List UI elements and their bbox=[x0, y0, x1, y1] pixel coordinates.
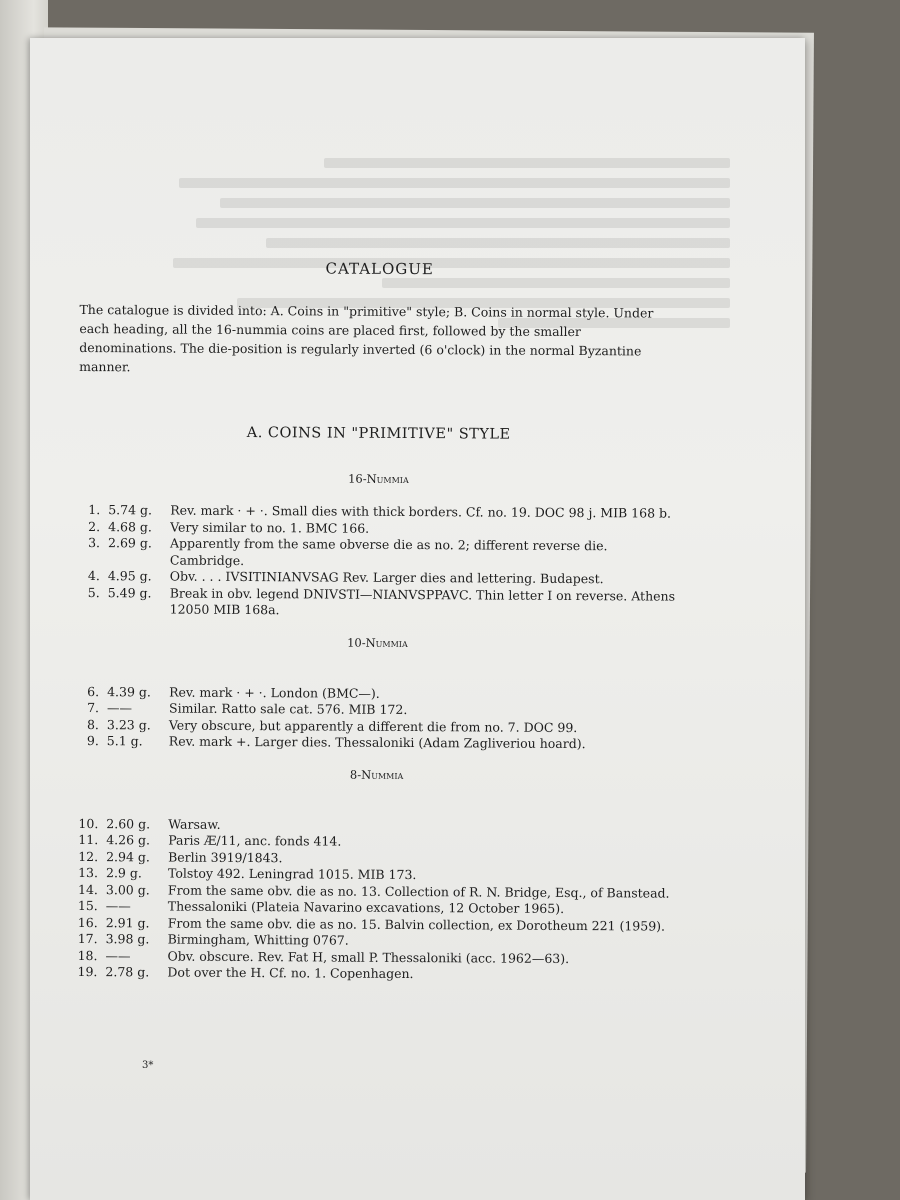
entry-text: Similar. Ratto sale cat. 576. MIB 172. bbox=[168, 700, 408, 718]
entry-number: 18. bbox=[77, 947, 98, 963]
entry-text: Rev. mark · + ·. London (BMC—). bbox=[169, 684, 380, 701]
entry-text: Rev. mark +. Larger dies. Thessaloniki (Adam Zagliveriou hoard). bbox=[168, 733, 586, 752]
entry-list bbox=[77, 683, 677, 753]
entry-text: Birmingham, Whitting 0767. bbox=[167, 931, 349, 948]
entry-text: Apparently from the same obverse die as no. 2; different reverse die. Cambridge. bbox=[169, 535, 608, 568]
entry-number: 13. bbox=[78, 865, 99, 881]
entry-number: 1. bbox=[88, 502, 101, 518]
entry-text: Obv. obscure. Rev. Fat H, small P. Thessaloniki (acc. 1962—63). bbox=[167, 948, 570, 966]
entry-number: 11. bbox=[78, 832, 99, 848]
entry-weight: 2.94 g. bbox=[106, 848, 150, 864]
entry-number: 7. bbox=[87, 700, 100, 716]
entry-weight: —— bbox=[106, 700, 133, 716]
entry-weight: 2.60 g. bbox=[106, 815, 151, 831]
entry-weight: 4.26 g. bbox=[106, 832, 151, 848]
entry-number: 10. bbox=[78, 815, 99, 831]
entry-weight: —— bbox=[105, 947, 131, 963]
entry-number: 16. bbox=[77, 914, 98, 930]
entry-text: Berlin 3919/1843. bbox=[168, 849, 283, 865]
entry-text: Warsaw. bbox=[168, 816, 221, 832]
group-10-nummia bbox=[77, 633, 678, 753]
section-heading: A. COINS IN "PRIMITIVE" STYLE bbox=[246, 425, 511, 443]
entry-weight: 2.69 g. bbox=[107, 535, 152, 551]
entry-text: Very similar to no. 1. BMC 166. bbox=[170, 519, 370, 536]
entry-weight: 3.00 g. bbox=[105, 881, 150, 897]
entry-text: Obv. . . . IVSITINIANVSAG Rev. Larger dies and lettering. Budapest. bbox=[169, 568, 604, 587]
entry-weight: 3.98 g. bbox=[105, 931, 150, 947]
entry-weight: —— bbox=[105, 898, 131, 914]
catalogue-entry bbox=[78, 535, 678, 572]
catalogue-entry bbox=[78, 584, 678, 621]
entry-text: From the same obv. die as no. 15. Balvin collection, ex Dorotheum 221 (1959). bbox=[167, 915, 666, 934]
catalogue-entry bbox=[77, 733, 677, 753]
entry-list bbox=[75, 815, 676, 984]
entry-text: Break in obv. legend DNIVSTI—NIANVSPPAVC. Thin letter I on reverse. Athens 12050 MIB 168a. bbox=[169, 585, 676, 618]
entry-weight: 2.91 g. bbox=[105, 914, 150, 930]
entry-weight: 2.78 g. bbox=[105, 964, 150, 980]
entry-weight: 5.1 g. bbox=[106, 733, 143, 749]
group-16-nummia bbox=[78, 470, 679, 621]
intro-paragraph: The catalogue is divided into: A. Coins in "primitive" style; B. Coins in normal style. Under each heading, all the 16-nummia coins are placed first, followed by the smaller denominations. The die-position is regularly inverted (6 o'clock) in the normal Byzantine manner. bbox=[79, 301, 654, 375]
entry-number: 17. bbox=[77, 930, 98, 947]
entry-number: 9. bbox=[86, 733, 99, 749]
entry-list bbox=[78, 502, 679, 621]
entry-text: From the same obv. die as no. 13. Collection of R. N. Bridge, Esq., of Banstead. bbox=[167, 882, 670, 901]
entry-weight: 4.68 g. bbox=[108, 518, 152, 534]
entry-weight: 2.9 g. bbox=[105, 865, 142, 881]
entry-text: Paris Æ/11, anc. fonds 414. bbox=[168, 832, 342, 849]
entry-number: 14. bbox=[77, 881, 98, 897]
entry-text: Rev. mark · + ·. Small dies with thick borders. Cf. no. 19. DOC 98 j. MIB 168 b. bbox=[170, 502, 672, 521]
entry-weight: 4.95 g. bbox=[107, 568, 152, 584]
signature-mark: 3* bbox=[142, 1060, 154, 1071]
entry-number: 4. bbox=[87, 568, 100, 584]
entry-text: Thessaloniki (Plateia Navarino excavations, 12 October 1965). bbox=[167, 898, 565, 916]
group-title: 8-Nummia bbox=[349, 767, 404, 782]
entry-weight: 5.49 g. bbox=[107, 584, 152, 600]
entry-text: Dot over the H. Cf. no. 1. Copenhagen. bbox=[167, 964, 414, 982]
entry-number: 15. bbox=[77, 898, 98, 914]
entry-number: 3. bbox=[88, 535, 101, 551]
entry-weight: 5.74 g. bbox=[108, 502, 153, 518]
entry-text: Very obscure, but apparently a different die from no. 7. DOC 99. bbox=[168, 717, 578, 735]
page-title: CATALOGUE bbox=[325, 259, 434, 279]
catalogue-content bbox=[75, 222, 680, 984]
group-title: 16-Nummia bbox=[348, 471, 409, 487]
entry-number: 2. bbox=[88, 518, 101, 534]
entry-number: 8. bbox=[86, 716, 99, 732]
entry-number: 19. bbox=[77, 963, 98, 980]
entry-text: Tolstoy 492. Leningrad 1015. MIB 173. bbox=[167, 865, 417, 883]
group-8-nummia bbox=[75, 765, 676, 984]
entry-number: 12. bbox=[78, 848, 99, 864]
entry-number: 6. bbox=[87, 683, 100, 699]
group-title: 10-Nummia bbox=[347, 635, 408, 650]
entry-weight: 4.39 g. bbox=[107, 683, 151, 699]
entry-number: 5. bbox=[87, 584, 100, 600]
entry-weight: 3.23 g. bbox=[106, 716, 151, 732]
